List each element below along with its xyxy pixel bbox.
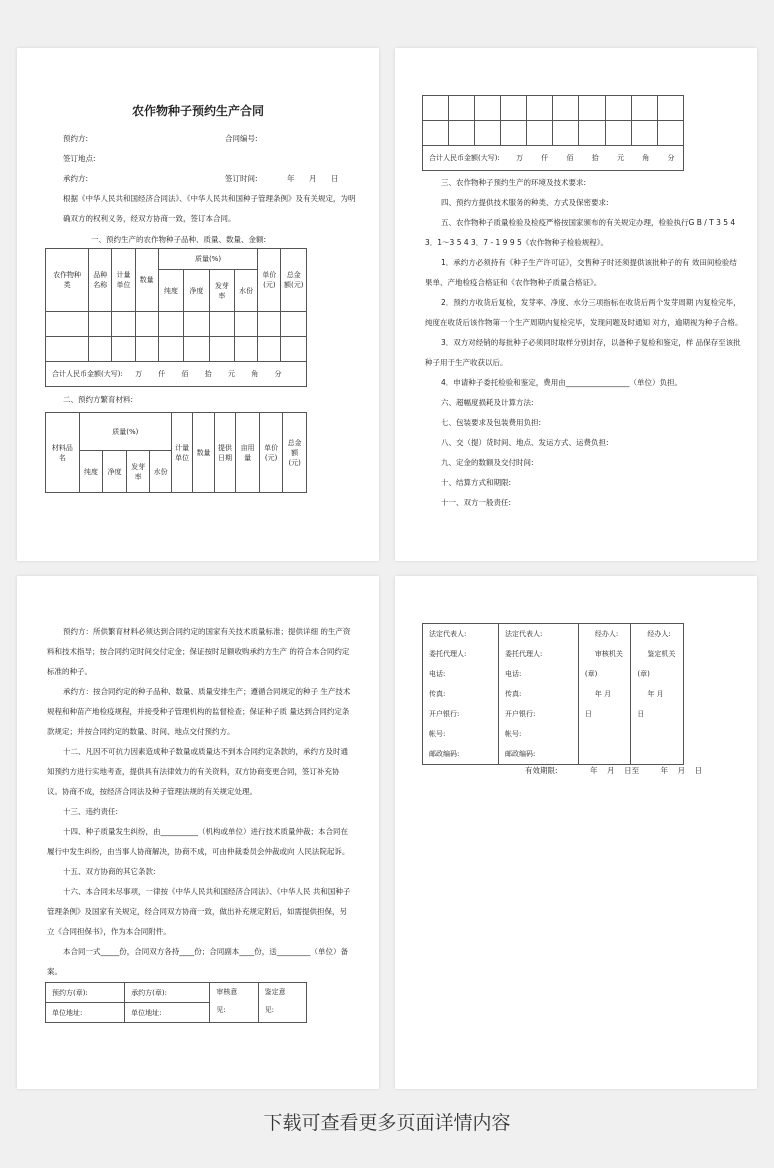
col-price-2: (元)	[263, 281, 276, 289]
intro-line-2: 确双方的权利义务，经双方协商一致，签订本合同。	[63, 214, 236, 223]
unit-qian: 仟	[158, 370, 166, 378]
p4-c4-r3: (章)	[637, 670, 650, 678]
p4-c3-r3: (章)	[584, 670, 598, 678]
clause-8: 八、交（提）货时间、地点、发运方式、运费负担:	[441, 438, 609, 447]
col-purity: 纯度	[158, 270, 183, 312]
contract-page-1	[17, 48, 379, 561]
yuyue-seal-label: 预约方(章):	[46, 983, 125, 1003]
col-quality: 质量(%)	[158, 249, 257, 270]
p4-c1-r7: 邮政编码:	[429, 750, 460, 758]
copies-paragraph: 本合同一式_____份，合同双方各持____份；合同副本____份，送_________（单位）备案。	[47, 947, 348, 976]
col-price-b: 单价	[264, 443, 279, 452]
clause-15-paragraph: 十五、双方协商的其它条款:	[63, 867, 156, 876]
col-total-b-3: (元)	[288, 458, 301, 467]
yuyue-label: 预约方:	[63, 134, 89, 143]
sign-place-label: 签订地点:	[63, 154, 96, 163]
p4-c4-r1: 经办人:	[647, 630, 671, 638]
contract-page-2	[395, 48, 757, 561]
clause-5-2-line-1: 2．预约方收货后复检，发芽率、净度、水分三项指标在收货后两个发芽周期 内复检完毕，	[441, 298, 741, 307]
clause-5-3-line-1: 3．双方对经销的每批种子必须同时取样分别封存，以备种子复检和鉴定，样 品保存至该批	[441, 338, 741, 347]
yuyue-address-label: 单位地址:	[46, 1003, 125, 1023]
unit-fen-2: 分	[667, 154, 675, 162]
validity-label: 有效期限:	[525, 766, 558, 775]
validity-dates: 年 月 日至 年 月 日	[590, 766, 703, 775]
col-quantity-b: 数量	[193, 413, 214, 493]
chengyue-seal-label: 承约方(章):	[125, 983, 210, 1003]
unit-shi-2: 拾	[591, 154, 599, 162]
col-quality-2: 质量(%)	[79, 413, 171, 451]
col-price: 单价	[262, 271, 277, 279]
p4-c4-r5: 日	[637, 710, 645, 718]
col-moisture-b: 水份	[150, 451, 171, 493]
p4-c2-r6: 帐号:	[504, 730, 522, 738]
download-hint: 下载可查看更多页面详情内容	[263, 1112, 511, 1134]
clause-5-2-line-2: 纯度在收货后该作物第一个生产周期内复检完毕，发现问题及时通知 对方，逾期视为种子合格。	[425, 318, 743, 327]
col-unit: 计量	[116, 271, 131, 279]
total-amount-label-2: 合计人民币金额(大写):	[429, 154, 500, 162]
clause-5-line-2: 3．1～3 5 4 3．7 - 1 9 9 5《农作物种子检验规程》。	[425, 238, 609, 247]
unit-qian-2: 仟	[541, 154, 549, 162]
col-germination-2: 率	[218, 291, 226, 300]
p4-c1-r3: 电话:	[429, 670, 446, 678]
clause-7: 七、包装要求及包装费用负担:	[441, 418, 542, 427]
total-amount-label: 合计人民币金额(大写):	[52, 370, 123, 378]
col-material-2: 名	[58, 453, 66, 462]
contract-page-3	[17, 576, 379, 1089]
clause-3: 三、农作物种子预约生产的环境及技术要求:	[441, 178, 587, 187]
section-1-heading: 一、预约生产的农作物种子品种、质量、数量、金额:	[91, 235, 267, 244]
p4-c2-r2: 委托代理人:	[504, 650, 543, 658]
col-quantity: 数量	[135, 249, 158, 312]
col-supply-date-2: 日期	[218, 453, 233, 462]
col-usage: 亩用	[240, 443, 255, 452]
sign-time-label: 签订时间:	[225, 174, 258, 183]
col-unit-2: 单位	[116, 281, 131, 289]
clause-13-paragraph: 十三、违约责任:	[63, 807, 119, 816]
clause-5-line-1: 五、农作物种子质量检验及检疫严格按国家颁布的有关规定办理，检验执行G B / T 3 5 4	[441, 218, 736, 227]
col-cleanness-b: 净度	[103, 451, 127, 493]
p4-c1-r2: 委托代理人:	[429, 650, 467, 658]
section-2-heading: 二、预约方繁育材料:	[63, 395, 134, 404]
chengyue-label: 承约方:	[63, 174, 89, 183]
col-price-b-2: (元)	[264, 453, 278, 462]
review-opinion-label: 审核意	[216, 988, 238, 996]
day-label: 日	[331, 174, 339, 183]
p4-c3-r4: 年 月	[594, 690, 612, 698]
col-variety-2: 名称	[93, 281, 108, 289]
col-unit-b-2: 单位	[175, 453, 190, 462]
p4-c3-r5: 日	[584, 710, 592, 718]
p4-c3-r2: 审核机关	[594, 650, 623, 658]
col-cleanness: 净度	[184, 270, 209, 312]
party-info-table	[422, 623, 684, 765]
p4-c2-r4: 传真:	[504, 690, 522, 698]
review-opinion-label-2: 见:	[216, 1006, 226, 1014]
clause-5-1-line-1: 1．承约方必须持有《种子生产许可证》，交售种子时还须提供该批种子的有 效田间检验结	[441, 258, 737, 267]
clause-12-paragraph: 十二、凡因不可抗力因素造成种子数量或质量达不到本合同约定条款的，承约方及时通知预约方进行实地考查，提供具有法律效力的有关资料，双方协商变更合同，签订补充协议。协商不成，按经济合同法及种子管理法规的有关规定处理。	[47, 747, 348, 796]
month-label: 月	[309, 174, 317, 183]
col-crop-2: 类	[63, 281, 71, 289]
p4-c1-r5: 开户银行:	[429, 710, 460, 718]
col-total: 总金	[286, 271, 301, 279]
unit-jiao: 角	[251, 370, 259, 378]
col-germination: 发芽	[214, 281, 229, 290]
unit-yuan-2: 元	[617, 154, 624, 162]
col-crop: 农作物种	[53, 271, 82, 279]
material-table	[45, 412, 307, 493]
col-germination-b-2: 率	[134, 472, 142, 481]
unit-bai: 佰	[181, 370, 189, 378]
clause-11: 十一、双方一般责任:	[441, 498, 512, 507]
unit-wan-2: 万	[516, 154, 524, 162]
col-purity-b: 纯度	[79, 451, 103, 493]
signature-table	[45, 982, 307, 1023]
clause-5-4: 4．申请种子委托检验和鉴定，费用由_________________（单位）负担。	[441, 378, 683, 387]
col-total-b: 总金	[287, 438, 302, 447]
unit-yuan: 元	[228, 370, 235, 378]
p4-c2-r1: 法定代表人:	[504, 630, 543, 638]
p4-c2-r5: 开户银行:	[504, 710, 536, 718]
seed-table	[45, 248, 307, 387]
appraisal-opinion-label-2: 见:	[264, 1006, 275, 1014]
unit-jiao-2: 角	[642, 154, 650, 162]
clause-14-paragraph: 十四、种子质量发生纠纷，由__________（机构或单位）进行技术质量仲裁；本合同在履行中发生纠纷，由当事人协商解决，协商不成，可由仲裁委员会仲裁或向 人民法院起诉。	[47, 827, 350, 856]
chengyue-duty-paragraph: 承约方：按合同约定的种子品种、数量、质量安排生产；遵循合同规定的种子 生产技术规程和种苗产地检疫规程，并接受种子管理机构的监督检查；保证种子质 量达到合同约定条款规定；并按合同约定的数量、时间、地点交付预约方。	[47, 687, 351, 736]
intro-line-1: 根据《中华人民共和国经济合同法》、《中华人民共和国种子管理条例》及有关规定，为明	[63, 194, 356, 203]
col-germination-b: 发芽	[131, 462, 146, 471]
appraisal-opinion-label: 鉴定意	[264, 988, 286, 996]
unit-shi: 拾	[204, 370, 212, 378]
clause-4: 四、预约方提供技术服务的种类、方式及保密要求:	[441, 198, 609, 207]
chengyue-address-label: 单位地址:	[125, 1003, 210, 1023]
clause-6: 六、超幅度损耗及计算方法:	[441, 398, 534, 407]
contract-page-4	[395, 576, 757, 1089]
p4-c2-r3: 电话:	[504, 670, 522, 678]
unit-bai-2: 佰	[566, 154, 574, 162]
col-variety: 品种	[93, 271, 108, 279]
p4-c1-r4: 传真:	[429, 690, 446, 698]
p4-c3-r1: 经办人:	[594, 630, 619, 638]
p4-c4-r4: 年 月	[647, 690, 664, 698]
clause-5-1-line-2: 果单、产地检疫合格证和《农作物种子质量合格证》。	[425, 278, 602, 287]
unit-fen: 分	[274, 370, 282, 378]
p4-c1-r1: 法定代表人:	[429, 630, 467, 638]
col-unit-b: 计量	[175, 443, 190, 452]
clause-10: 十、结算方式和期限:	[441, 478, 512, 487]
clause-9: 九、定金的数额及交付时间:	[441, 458, 534, 467]
p4-c2-r7: 邮政编码:	[504, 750, 536, 758]
col-total-2: 额(元)	[284, 281, 304, 289]
page-title: 农作物种子预约生产合同	[131, 104, 264, 118]
continued-table	[422, 95, 684, 171]
year-label: 年	[287, 174, 295, 183]
col-material: 材料品	[51, 443, 73, 452]
col-usage-2: 量	[244, 453, 252, 462]
col-supply-date: 提供	[218, 443, 233, 452]
unit-wan: 万	[135, 370, 143, 378]
col-total-b-2: 额	[291, 448, 299, 457]
p4-c1-r6: 帐号:	[429, 730, 446, 738]
col-moisture: 水份	[235, 270, 258, 312]
p4-c4-r2: 鉴定机关	[647, 650, 676, 658]
clause-16-paragraph: 十六、本合同未尽事项，一律按《中华人民共和国经济合同法》、《中华人民 共和国种子管理条例》及国家有关规定，经合同双方协商一致，做出补充规定附后，如需提供担保，另立《合同担保书》，作为本合同附件。	[47, 887, 351, 936]
clause-5-3-line-2: 种子用于生产收获以后。	[425, 358, 508, 367]
yuyue-duty-paragraph: 预约方：所供繁育材料必须达到合同约定的国家有关技术质量标准；提供详细 的生产资料和技术指导；按合同约定时间交付定金；保证按时足额收购承约方生产 的符合本合同约定标准的种子。	[47, 627, 351, 676]
contract-number-label: 合同编号:	[225, 134, 258, 143]
